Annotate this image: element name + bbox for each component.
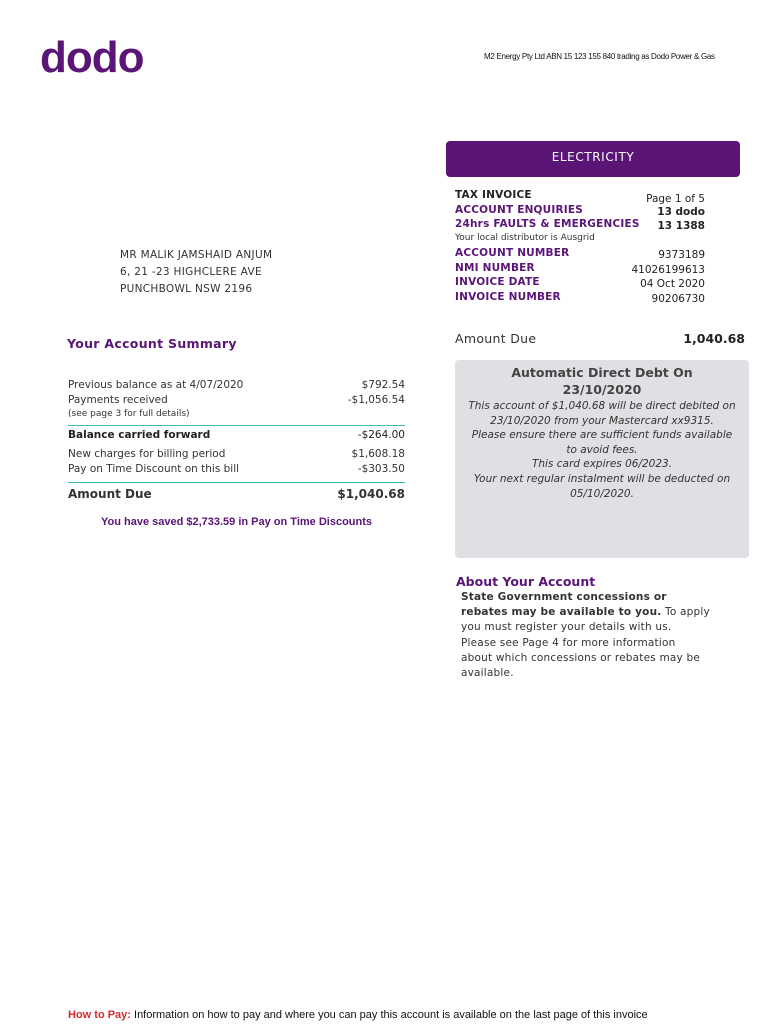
account-enquiries-value: 13 dodo <box>657 206 705 218</box>
discount-label: Pay on Time Discount on this bill <box>68 463 240 475</box>
invoice-date: 04 Oct 2020 <box>640 278 705 290</box>
direct-debit-line: This account of $1,040.68 will be direct debited on <box>468 400 736 412</box>
account-enquiries-label: ACCOUNT ENQUIRIES <box>455 204 584 216</box>
nmi-number: 41026199613 <box>631 264 705 276</box>
distributor-note: Your local distributor is Ausgrid <box>455 233 595 243</box>
carried-forward-row <box>68 429 405 441</box>
nmi-label: NMI NUMBER <box>455 262 535 274</box>
discount-row <box>68 463 405 475</box>
invoice-number: 90206730 <box>651 293 705 305</box>
new-charges-row <box>68 448 405 460</box>
about-line: about which concessions or rebates may be <box>461 651 701 664</box>
divider <box>68 482 405 483</box>
how-to-pay <box>68 1009 648 1021</box>
payments-row <box>68 394 405 406</box>
how-to-pay-label: How to Pay: <box>68 1009 131 1021</box>
about-line: State Government concessions or <box>461 591 667 603</box>
customer-name: MR MALIK JAMSHAID ANJUM <box>120 249 273 261</box>
direct-debit-date: 23/10/2020 <box>562 382 642 397</box>
previous-balance-row <box>68 379 405 391</box>
about-bold: rebates may be available to you. <box>461 606 662 619</box>
amount-due-value: 1,040.68 <box>683 331 745 346</box>
about-line: Please see Page 4 for more information <box>461 636 676 649</box>
address-line-1: 6, 21 -23 HIGHCLERE AVE <box>120 266 262 278</box>
summary-amount-due-value: $1,040.68 <box>337 487 405 501</box>
account-summary-title: Your Account Summary <box>67 336 237 351</box>
about-line: available. <box>461 667 514 680</box>
invoice-date-label: INVOICE DATE <box>455 276 540 288</box>
direct-debit-line: 23/10/2020 from your Mastercard xx9315. <box>490 414 714 427</box>
about-account-text <box>461 590 721 681</box>
direct-debit-line: Please ensure there are sufficient funds available <box>471 429 733 442</box>
about-line: you must register your details with us. <box>461 621 672 634</box>
invoice-number-label: INVOICE NUMBER <box>455 291 561 303</box>
carried-forward-label: Balance carried forward <box>68 429 211 441</box>
direct-debit-line: to avoid fees. <box>566 443 638 456</box>
account-number: 9373189 <box>658 249 705 261</box>
about-line <box>461 605 721 620</box>
account-number-label: ACCOUNT NUMBER <box>455 247 570 259</box>
payments-value: -$1,056.54 <box>347 394 405 406</box>
previous-balance-label: Previous balance as at 4/07/2020 <box>68 379 244 391</box>
abn-line: M2 Energy Pty Ltd ABN 15 123 155 840 trading as Dodo Power & Gas <box>484 52 715 61</box>
electricity-banner: ELECTRICITY <box>446 141 740 177</box>
new-charges-label: New charges for billing period <box>68 448 226 460</box>
summary-amount-due-row <box>68 487 405 501</box>
direct-debit-line: 05/10/2020. <box>570 487 634 500</box>
address-line-2: PUNCHBOWL NSW 2196 <box>120 283 253 295</box>
page-number: Page 1 of 5 <box>646 193 705 205</box>
direct-debit-line: Your next regular instalment will be deducted on <box>473 472 731 485</box>
summary-amount-due-label: Amount Due <box>68 487 152 501</box>
faults-value: 13 1388 <box>657 220 705 232</box>
direct-debit-text <box>460 399 744 501</box>
about-rest: To apply <box>661 606 710 619</box>
faults-label: 24hrs FAULTS & EMERGENCIES <box>455 218 640 230</box>
dodo-logo: dodo <box>40 33 144 82</box>
payments-note: (see page 3 for full details) <box>68 409 190 419</box>
divider <box>68 425 405 426</box>
savings-message: You have saved $2,733.59 in Pay on Time Discounts <box>100 516 373 528</box>
amount-due-label: Amount Due <box>455 331 537 346</box>
direct-debit-line: This card expires 06/2023. <box>531 458 673 471</box>
tax-invoice-label: TAX INVOICE <box>455 189 532 201</box>
about-account-title: About Your Account <box>456 574 596 589</box>
previous-balance-value: $792.54 <box>361 379 405 391</box>
direct-debit-title-line1: Automatic Direct Debt On <box>511 365 693 380</box>
carried-forward-value: -$264.00 <box>357 429 405 441</box>
new-charges-value: $1,608.18 <box>351 448 405 460</box>
payments-label: Payments received <box>68 394 168 406</box>
discount-value: -$303.50 <box>357 463 405 475</box>
direct-debit-title <box>455 364 749 398</box>
how-to-pay-text: Information on how to pay and where you can pay this account is available on the last page of this invoice <box>130 1009 648 1021</box>
